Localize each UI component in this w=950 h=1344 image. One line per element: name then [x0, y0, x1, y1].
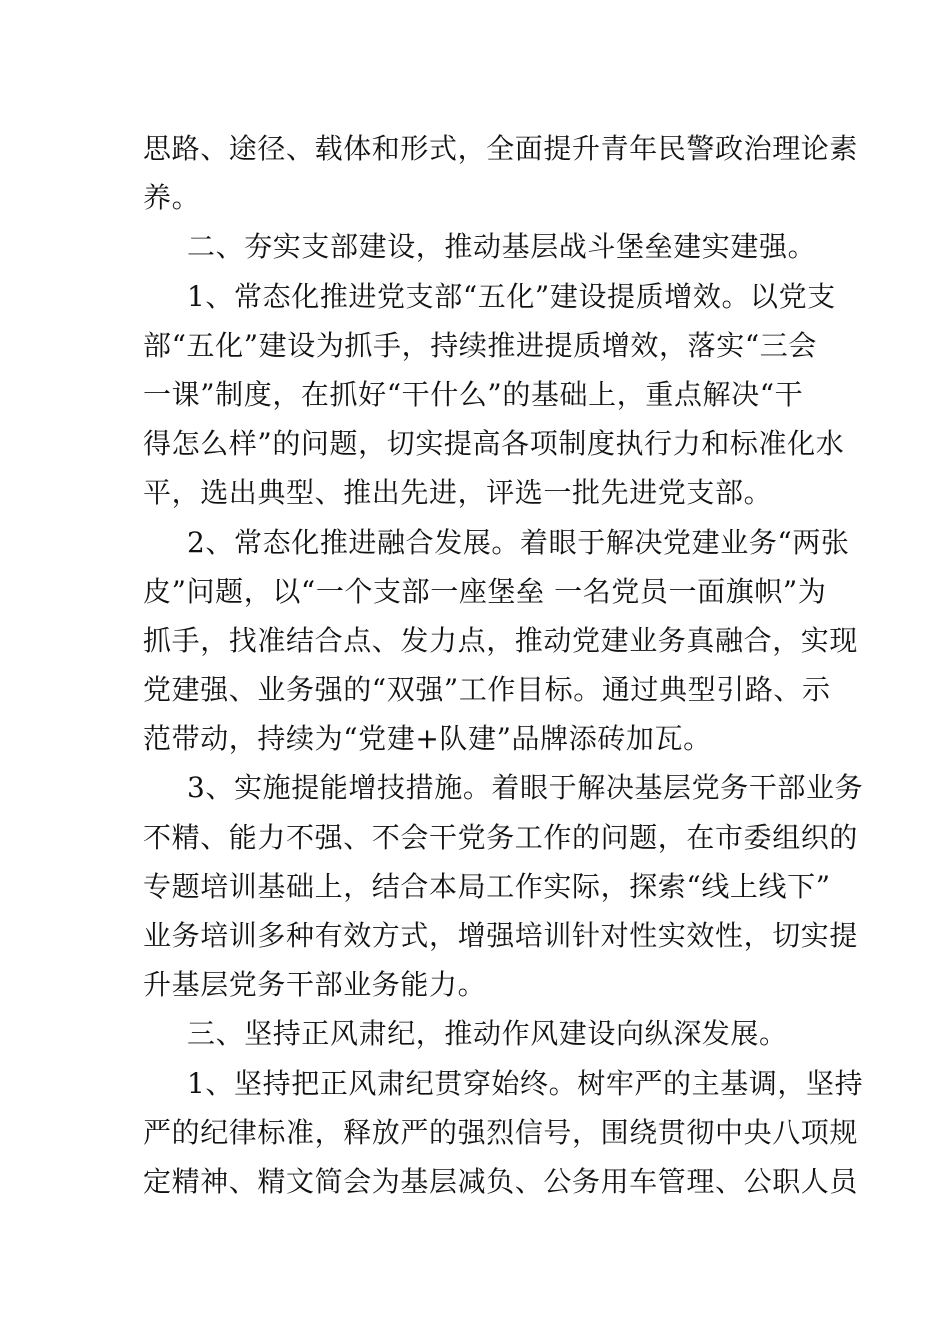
paragraph-first-line: 3、实施提能增技措施。着眼于解决基层党务干部业务	[187, 771, 864, 805]
text-line: 专题培训基础上，结合本局工作实际，探索“线上线下”	[143, 869, 831, 903]
text-line: 思路、途径、载体和形式，全面提升青年民警政治理论素	[143, 132, 859, 165]
text-line: 定精神、精文简会为基层减负、公务用车管理、公职人员	[143, 1164, 859, 1198]
text-line: 一课”制度，在抓好“干什么”的基础上，重点解决“干	[143, 377, 804, 411]
text-line: 部“五化”建设为抓手，持续推进提质增效，落实“三会	[143, 328, 817, 362]
text-line: 不精、能力不强、不会干党务工作的问题，在市委组织的	[143, 820, 859, 854]
paragraph-first-line: 1、坚持把正风肃纪贯穿始终。树牢严的主基调，坚持	[187, 1066, 864, 1100]
section-heading: 三、坚持正风肃纪，推动作风建设向纵深发展。	[187, 1017, 788, 1051]
text-line: 党建强、业务强的“双强”工作目标。通过典型引路、示	[143, 673, 831, 707]
document-body	[143, 124, 864, 1206]
text-line: 业务培训多种有效方式，增强培训针对性实效性，切实提	[143, 919, 859, 952]
text-line: 升基层党务干部业务能力。	[143, 968, 487, 1002]
text-line: 得怎么样”的问题，切实提高各项制度执行力和标准化水	[143, 427, 845, 461]
text-line: 严的纪律标准，释放严的强烈信号，围绕贯彻中央八项规	[143, 1115, 859, 1149]
text-line: 养。	[143, 181, 201, 215]
section-heading: 二、夯实支部建设，推动基层战斗堡垒建实建强。	[187, 230, 817, 264]
paragraph-first-line: 2、常态化推进融合发展。着眼于解决党建业务“两张	[187, 525, 850, 559]
paragraph-first-line: 1、常态化推进党支部“五化”建设提质增效。以党支	[187, 279, 836, 313]
text-line: 平，选出典型、推出先进，评选一批先进党支部。	[143, 476, 773, 510]
text-line: 抓手，找准结合点、发力点，推动党建业务真融合，实现	[143, 623, 859, 657]
text-line: 范带动，持续为“党建+队建”品牌添砖加瓦。	[143, 722, 712, 756]
text-line: 皮”问题，以“一个支部一座堡垒 一名党员一面旗帜”为	[143, 574, 827, 608]
